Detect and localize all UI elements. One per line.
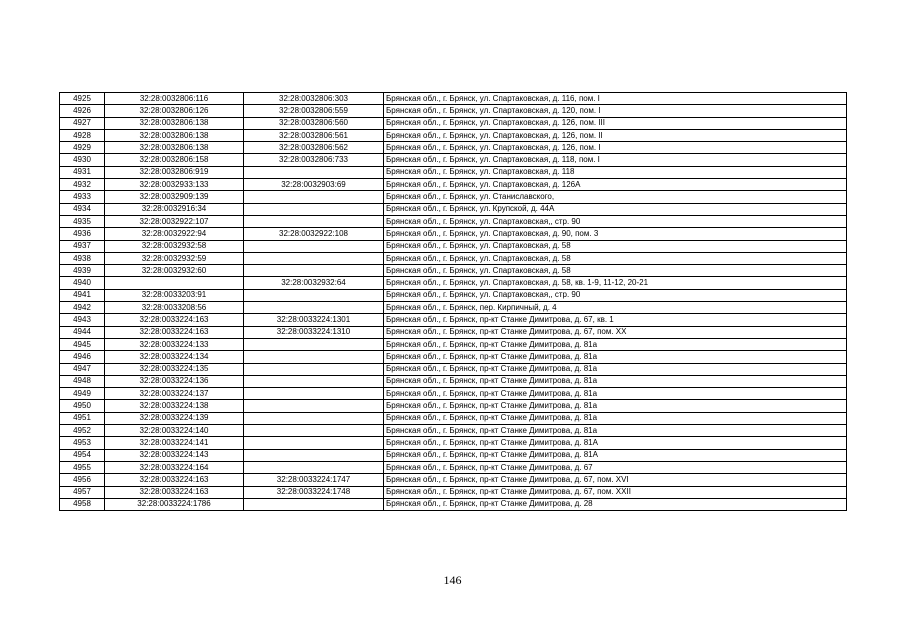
row-number-cell: 4952 [60, 425, 105, 437]
cadastral-number-cell: 32:28:0033203:91 [105, 289, 244, 301]
row-number-cell: 4937 [60, 240, 105, 252]
cadastral-number-cell: 32:28:0033224:163 [105, 314, 244, 326]
cadastral-number-cell: 32:28:0033224:141 [105, 437, 244, 449]
table-row [60, 437, 847, 449]
row-number-cell: 4956 [60, 474, 105, 486]
address-cell: Брянская обл., г. Брянск, пр-кт Станке Димитрова, д. 81а [384, 338, 847, 350]
row-number-cell: 4947 [60, 363, 105, 375]
address-cell: Брянская обл., г. Брянск, пр-кт Станке Димитрова, д. 81а [384, 412, 847, 424]
address-cell: Брянская обл., г. Брянск, ул. Станиславского, [384, 191, 847, 203]
address-cell: Брянская обл., г. Брянск, пр-кт Станке Димитрова, д. 67, пом. XVI [384, 474, 847, 486]
row-number-cell: 4958 [60, 498, 105, 510]
cadastral-number-cell: 32:28:0032932:60 [105, 265, 244, 277]
address-cell: Брянская обл., г. Брянск, пр-кт Станке Димитрова, д. 81а [384, 375, 847, 387]
table-row [60, 338, 847, 350]
cadastral-number-cell: 32:28:0032932:58 [105, 240, 244, 252]
address-cell: Брянская обл., г. Брянск, ул. Спартаковская, д. 118 [384, 166, 847, 178]
address-cell: Брянская обл., г. Брянск, ул. Спартаковская, д. 116, пом. I [384, 93, 847, 105]
address-cell: Брянская обл., г. Брянск, ул. Спартаковская, д. 58, кв. 1-9, 11-12, 20-21 [384, 277, 847, 289]
row-number-cell: 4932 [60, 179, 105, 191]
premises-cadastral-number-cell: 32:28:0032806:562 [244, 142, 384, 154]
premises-cadastral-number-cell: 32:28:0032922:108 [244, 228, 384, 240]
row-number-cell: 4940 [60, 277, 105, 289]
premises-cadastral-number-cell [244, 425, 384, 437]
row-number-cell: 4927 [60, 117, 105, 129]
table-row [60, 400, 847, 412]
row-number-cell: 4929 [60, 142, 105, 154]
row-number-cell: 4951 [60, 412, 105, 424]
table-row [60, 474, 847, 486]
premises-cadastral-number-cell [244, 412, 384, 424]
cadastral-number-cell: 32:28:0032932:59 [105, 252, 244, 264]
row-number-cell: 4943 [60, 314, 105, 326]
table-row [60, 215, 847, 227]
address-cell: Брянская обл., г. Брянск, ул. Спартаковская, д. 120, пом. I [384, 105, 847, 117]
address-cell: Брянская обл., г. Брянск, ул. Спартаковская, д. 126, пом. III [384, 117, 847, 129]
address-cell: Брянская обл., г. Брянск, пр-кт Станке Димитрова, д. 81а [384, 400, 847, 412]
premises-cadastral-number-cell: 32:28:0032932:64 [244, 277, 384, 289]
premises-cadastral-number-cell [244, 449, 384, 461]
premises-cadastral-number-cell [244, 215, 384, 227]
address-cell: Брянская обл., г. Брянск, пр-кт Станке Димитрова, д. 81А [384, 437, 847, 449]
row-number-cell: 4926 [60, 105, 105, 117]
cadastral-number-cell: 32:28:0032806:116 [105, 93, 244, 105]
cadastral-number-cell: 32:28:0032806:919 [105, 166, 244, 178]
premises-cadastral-number-cell [244, 461, 384, 473]
premises-cadastral-number-cell [244, 252, 384, 264]
table-row [60, 117, 847, 129]
cadastral-number-cell: 32:28:0032933:133 [105, 179, 244, 191]
premises-cadastral-number-cell [244, 498, 384, 510]
address-cell: Брянская обл., г. Брянск, пр-кт Станке Димитрова, д. 67, пом. XXII [384, 486, 847, 498]
row-number-cell: 4944 [60, 326, 105, 338]
cadastral-number-cell: 32:28:0032922:107 [105, 215, 244, 227]
cadastral-number-cell: 32:28:0033224:137 [105, 388, 244, 400]
table-row [60, 277, 847, 289]
row-number-cell: 4955 [60, 461, 105, 473]
premises-cadastral-number-cell: 32:28:0033224:1301 [244, 314, 384, 326]
row-number-cell: 4957 [60, 486, 105, 498]
premises-cadastral-number-cell [244, 351, 384, 363]
premises-cadastral-number-cell [244, 437, 384, 449]
address-cell: Брянская обл., г. Брянск, ул. Спартаковская, д. 126, пом. I [384, 142, 847, 154]
premises-cadastral-number-cell: 32:28:0033224:1310 [244, 326, 384, 338]
registry-table-body [60, 93, 847, 511]
premises-cadastral-number-cell [244, 191, 384, 203]
address-cell: Брянская обл., г. Брянск, ул. Спартаковская, д. 126, пом. II [384, 129, 847, 141]
table-row [60, 228, 847, 240]
cadastral-number-cell: 32:28:0033224:163 [105, 474, 244, 486]
row-number-cell: 4931 [60, 166, 105, 178]
address-cell: Брянская обл., г. Брянск, ул. Спартаковская, д. 58 [384, 252, 847, 264]
row-number-cell: 4925 [60, 93, 105, 105]
cadastral-number-cell: 32:28:0032806:126 [105, 105, 244, 117]
table-row [60, 179, 847, 191]
cadastral-registry-table [59, 92, 847, 511]
cadastral-number-cell: 32:28:0032916:34 [105, 203, 244, 215]
table-row [60, 93, 847, 105]
address-cell: Брянская обл., г. Брянск, пр-кт Станке Димитрова, д. 81А [384, 449, 847, 461]
address-cell: Брянская обл., г. Брянск, пер. Кирпичный, д. 4 [384, 302, 847, 314]
cadastral-number-cell: 32:28:0033224:164 [105, 461, 244, 473]
cadastral-number-cell: 32:28:0033208:56 [105, 302, 244, 314]
premises-cadastral-number-cell: 32:28:0033224:1747 [244, 474, 384, 486]
cadastral-number-cell: 32:28:0032806:138 [105, 117, 244, 129]
table-row [60, 289, 847, 301]
address-cell: Брянская обл., г. Брянск, ул. Спартаковская, д. 118, пом. I [384, 154, 847, 166]
premises-cadastral-number-cell [244, 265, 384, 277]
row-number-cell: 4941 [60, 289, 105, 301]
cadastral-number-cell: 32:28:0033224:133 [105, 338, 244, 350]
table-row [60, 191, 847, 203]
address-cell: Брянская обл., г. Брянск, пр-кт Станке Димитрова, д. 81а [384, 363, 847, 375]
premises-cadastral-number-cell [244, 363, 384, 375]
cadastral-number-cell: 32:28:0033224:140 [105, 425, 244, 437]
row-number-cell: 4945 [60, 338, 105, 350]
row-number-cell: 4928 [60, 129, 105, 141]
address-cell: Брянская обл., г. Брянск, пр-кт Станке Димитрова, д. 67, пом. XX [384, 326, 847, 338]
address-cell: Брянская обл., г. Брянск, пр-кт Станке Димитрова, д. 81а [384, 351, 847, 363]
cadastral-number-cell: 32:28:0033224:1786 [105, 498, 244, 510]
premises-cadastral-number-cell: 32:28:0032806:561 [244, 129, 384, 141]
table-row [60, 388, 847, 400]
cadastral-number-cell [105, 277, 244, 289]
row-number-cell: 4936 [60, 228, 105, 240]
row-number-cell: 4954 [60, 449, 105, 461]
row-number-cell: 4939 [60, 265, 105, 277]
table-row [60, 240, 847, 252]
page-number: 146 [443, 573, 462, 587]
table-row [60, 252, 847, 264]
row-number-cell: 4935 [60, 215, 105, 227]
cadastral-number-cell: 32:28:0032806:158 [105, 154, 244, 166]
cadastral-number-cell: 32:28:0032909:139 [105, 191, 244, 203]
row-number-cell: 4942 [60, 302, 105, 314]
table-row [60, 498, 847, 510]
address-cell: Брянская обл., г. Брянск, ул. Спартаковская, д. 90, пом. 3 [384, 228, 847, 240]
cadastral-number-cell: 32:28:0033224:136 [105, 375, 244, 387]
cadastral-number-cell: 32:28:0032806:138 [105, 129, 244, 141]
address-cell: Брянская обл., г. Брянск, пр-кт Станке Димитрова, д. 67, кв. 1 [384, 314, 847, 326]
premises-cadastral-number-cell [244, 203, 384, 215]
premises-cadastral-number-cell: 32:28:0032806:303 [244, 93, 384, 105]
address-cell: Брянская обл., г. Брянск, ул. Спартаковская, д. 58 [384, 265, 847, 277]
address-cell: Брянская обл., г. Брянск, ул. Спартаковская, д. 126А [384, 179, 847, 191]
table-row [60, 326, 847, 338]
premises-cadastral-number-cell: 32:28:0033224:1748 [244, 486, 384, 498]
premises-cadastral-number-cell: 32:28:0032903:69 [244, 179, 384, 191]
row-number-cell: 4950 [60, 400, 105, 412]
premises-cadastral-number-cell [244, 388, 384, 400]
cadastral-number-cell: 32:28:0032922:94 [105, 228, 244, 240]
address-cell: Брянская обл., г. Брянск, пр-кт Станке Димитрова, д. 67 [384, 461, 847, 473]
table-row [60, 461, 847, 473]
row-number-cell: 4953 [60, 437, 105, 449]
cadastral-number-cell: 32:28:0033224:163 [105, 326, 244, 338]
row-number-cell: 4934 [60, 203, 105, 215]
table-row [60, 314, 847, 326]
table-row [60, 449, 847, 461]
premises-cadastral-number-cell [244, 240, 384, 252]
table-row [60, 105, 847, 117]
cadastral-number-cell: 32:28:0033224:134 [105, 351, 244, 363]
table-row [60, 265, 847, 277]
table-row [60, 129, 847, 141]
table-row [60, 486, 847, 498]
address-cell: Брянская обл., г. Брянск, пр-кт Станке Димитрова, д. 28 [384, 498, 847, 510]
address-cell: Брянская обл., г. Брянск, ул. Спартаковская,, стр. 90 [384, 289, 847, 301]
table-row [60, 363, 847, 375]
table-row [60, 142, 847, 154]
cadastral-number-cell: 32:28:0033224:139 [105, 412, 244, 424]
table-row [60, 302, 847, 314]
row-number-cell: 4933 [60, 191, 105, 203]
premises-cadastral-number-cell: 32:28:0032806:559 [244, 105, 384, 117]
premises-cadastral-number-cell [244, 166, 384, 178]
premises-cadastral-number-cell: 32:28:0032806:560 [244, 117, 384, 129]
row-number-cell: 4946 [60, 351, 105, 363]
row-number-cell: 4930 [60, 154, 105, 166]
premises-cadastral-number-cell [244, 400, 384, 412]
table-row [60, 154, 847, 166]
table-row [60, 351, 847, 363]
table-row [60, 425, 847, 437]
row-number-cell: 4948 [60, 375, 105, 387]
premises-cadastral-number-cell [244, 302, 384, 314]
cadastral-number-cell: 32:28:0033224:138 [105, 400, 244, 412]
cadastral-number-cell: 32:28:0033224:163 [105, 486, 244, 498]
address-cell: Брянская обл., г. Брянск, пр-кт Станке Димитрова, д. 81а [384, 425, 847, 437]
table-row [60, 412, 847, 424]
table-row [60, 166, 847, 178]
cadastral-number-cell: 32:28:0033224:135 [105, 363, 244, 375]
premises-cadastral-number-cell [244, 375, 384, 387]
address-cell: Брянская обл., г. Брянск, ул. Крупской, д. 44А [384, 203, 847, 215]
table-row [60, 203, 847, 215]
cadastral-number-cell: 32:28:0033224:143 [105, 449, 244, 461]
row-number-cell: 4938 [60, 252, 105, 264]
premises-cadastral-number-cell: 32:28:0032806:733 [244, 154, 384, 166]
premises-cadastral-number-cell [244, 289, 384, 301]
row-number-cell: 4949 [60, 388, 105, 400]
address-cell: Брянская обл., г. Брянск, ул. Спартаковская, д. 58 [384, 240, 847, 252]
table-row [60, 375, 847, 387]
premises-cadastral-number-cell [244, 338, 384, 350]
cadastral-number-cell: 32:28:0032806:138 [105, 142, 244, 154]
address-cell: Брянская обл., г. Брянск, ул. Спартаковская,, стр. 90 [384, 215, 847, 227]
address-cell: Брянская обл., г. Брянск, пр-кт Станке Димитрова, д. 81а [384, 388, 847, 400]
